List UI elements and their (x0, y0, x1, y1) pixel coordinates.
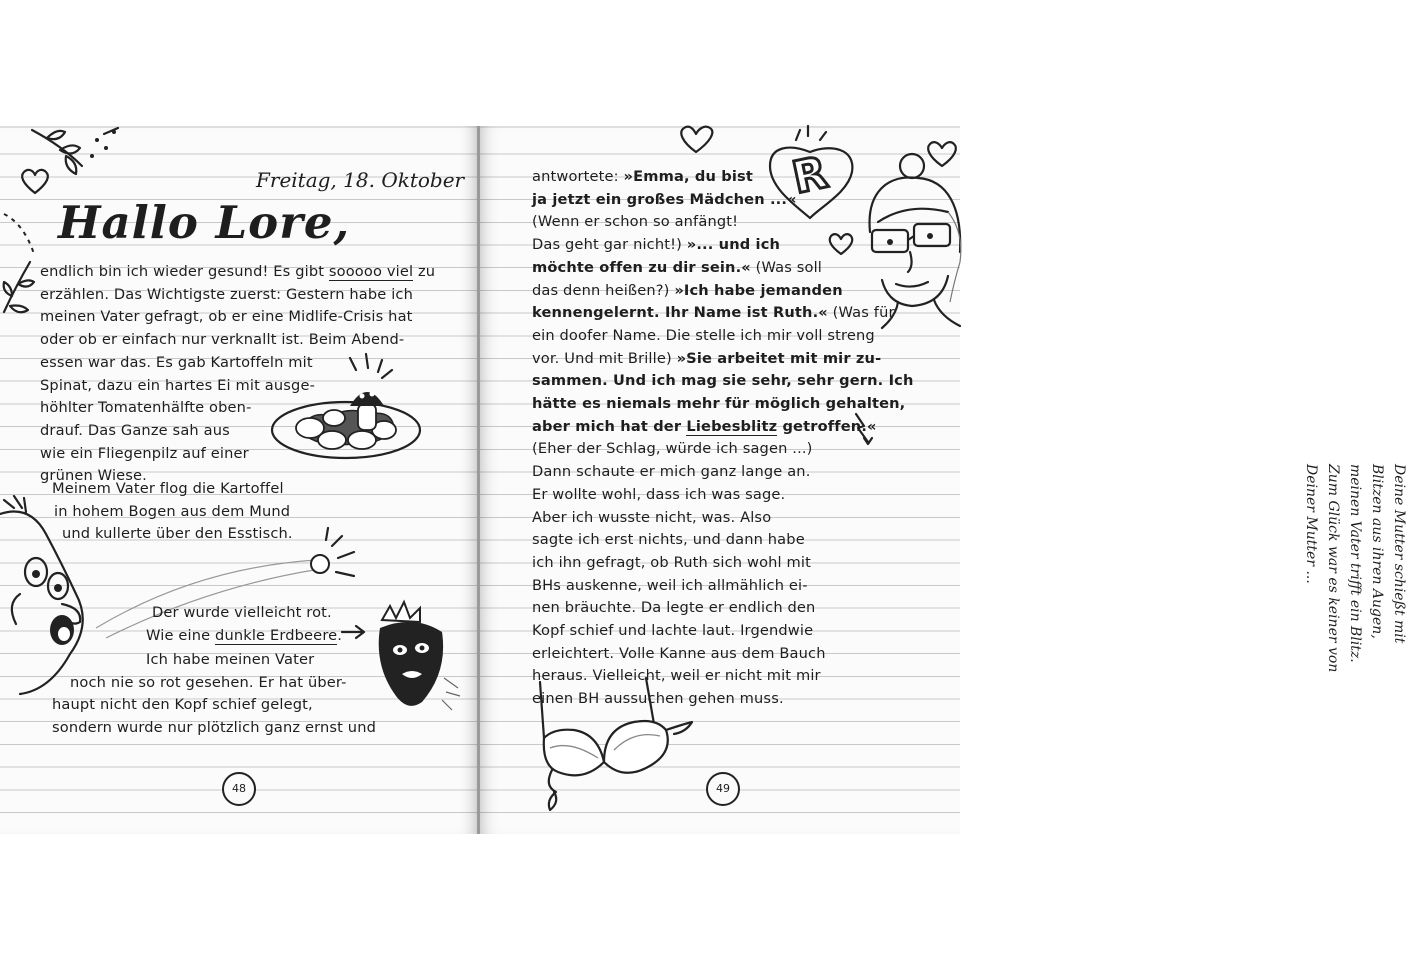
text-line: heraus. Vielleicht, weil er nicht mit mir (532, 667, 821, 685)
text-line: erleichtert. Volle Kanne aus dem Bauch (532, 644, 826, 662)
text-span: (Was für (827, 304, 895, 322)
underlined-text: sooooo viel (328, 263, 414, 280)
heart-icon (676, 126, 716, 156)
text-line: und kullerte über den Esstisch. (62, 525, 293, 543)
quote-text: »... und ich (686, 236, 781, 254)
text-line (532, 234, 914, 257)
badge-letter: R (788, 147, 832, 204)
text-line: Der wurde vielleicht rot. (152, 604, 332, 621)
text-line (40, 261, 435, 284)
text-line (532, 302, 914, 325)
bra-doodle (532, 674, 707, 814)
text-line: oder ob er einfach nur verknallt ist. Beim Abend- (40, 331, 405, 349)
text-line (532, 348, 914, 371)
text-span: das denn heißen?) (532, 281, 675, 299)
text-line: ein doofer Name. Die stelle ich mir voll streng (532, 326, 875, 344)
text-line: (Wenn er schon so anfängt! (532, 213, 739, 231)
text-span: . (337, 626, 343, 644)
quote-text: »Emma, du bist (623, 168, 753, 185)
text-line: grünen Wiese. (40, 467, 147, 485)
text-line: meinen Vater gefragt, ob er eine Midlife-Crisis hat (40, 308, 413, 326)
text-line: sagte ich erst nichts, und dann habe (532, 531, 805, 549)
text-line: sondern wurde nur plötzlich ganz ernst und (52, 719, 377, 737)
text-line (532, 280, 914, 303)
quote-text: sammen. Und ich mag sie sehr, sehr gern. Ich (532, 372, 914, 390)
strawberry-face-doodle (366, 598, 462, 718)
quote-text: möchte offen zu dir sein.« (532, 258, 751, 276)
underlined-text: dunkle Erdbeere (215, 626, 338, 644)
text-line: BHs auskenne, weil ich allmählich ei- (532, 576, 808, 594)
page-number-right: 49 (706, 772, 740, 806)
open-book (0, 126, 1407, 834)
underlined-text: Liebesblitz (686, 417, 778, 435)
quote-text: hätte es niemals mehr für möglich gehalten, (532, 395, 906, 413)
text-line: nen bräuchte. Da legte er endlich den (532, 599, 816, 617)
text-span: (Was soll (750, 258, 823, 276)
text-line: Dann schaute er mich ganz lange an. (532, 463, 811, 481)
branch-doodle-left (0, 256, 40, 316)
text-line (532, 257, 914, 280)
text-line: wie ein Fliegenpilz auf einer (40, 444, 249, 462)
text-span: antwortete: (532, 168, 624, 185)
text-span: Wie eine (146, 626, 216, 644)
text-span: vor. Und mit Brille) (532, 349, 677, 367)
text-line: essen war das. Es gab Kartoffeln mit (40, 353, 313, 371)
greeting-heading: Hallo Lore, (58, 196, 351, 249)
text-line: Aber ich wusste nicht, was. Also (532, 508, 772, 526)
text-line: noch nie so rot gesehen. Er hat über- (70, 673, 347, 691)
quote-text: kennengelernt. Ihr Name ist Ruth.« (532, 304, 828, 322)
text-line (146, 625, 342, 648)
text-line: drauf. Das Ganze sah aus (40, 421, 230, 439)
text-line: Spinat, dazu ein hartes Ei mit ausge- (40, 376, 315, 394)
dashed-doodle (0, 210, 40, 260)
text-line: (Eher der Schlag, würde ich sagen ...) (532, 440, 813, 458)
quote-text: aber mich hat der (532, 417, 687, 435)
text-line: einen BH aussuchen gehen muss. (532, 690, 784, 708)
paragraph-4 (52, 649, 376, 740)
text-line: Ich habe meinen Vater (146, 651, 315, 668)
text-line: Kopf schief und lachte laut. Irgendwie (532, 622, 814, 640)
plate-doodle (270, 348, 425, 463)
text-line: ich ihn gefragt, ob Ruth sich wohl mit (532, 553, 811, 571)
page-number-left: 48 (222, 772, 256, 806)
text-line: haupt nicht den Kopf schief gelegt, (52, 696, 313, 714)
text-span: endlich bin ich wieder gesund! Es gibt (40, 263, 329, 280)
text-line: Meinem Vater flog die Kartoffel (52, 480, 284, 497)
quote-text: ja jetzt ein großes Mädchen ...« (532, 190, 797, 208)
side-note: Deine Mutter schießt mit Blitzen aus ihren Augen, meinen Vater trifft ein Blitz. Zum Glück war es keiner von Deiner Mutter ... (1303, 464, 1407, 673)
right-page (480, 126, 1407, 834)
quote-text: getroffen.« (777, 417, 877, 435)
text-line: erzählen. Das Wichtigste zuerst: Gestern habe ich (40, 285, 413, 303)
paragraph-3 (146, 602, 343, 647)
text-span: Das geht gar nicht!) (532, 236, 687, 254)
text-line: in hohem Bogen aus dem Mund (54, 502, 291, 520)
text-span: zu (413, 263, 436, 280)
text-line (532, 166, 914, 189)
quote-text: »Ich habe jemanden (674, 281, 843, 299)
diary-date: Freitag, 18. Oktober (256, 168, 465, 192)
left-page (0, 126, 478, 834)
text-line: höhlter Tomatenhälfte oben- (40, 399, 252, 417)
lightning-icon (852, 412, 882, 448)
heart-icon (18, 166, 52, 196)
text-line: Er wollte wohl, dass ich was sage. (532, 485, 786, 503)
quote-text: »Sie arbeitet mit mir zu- (676, 349, 882, 367)
